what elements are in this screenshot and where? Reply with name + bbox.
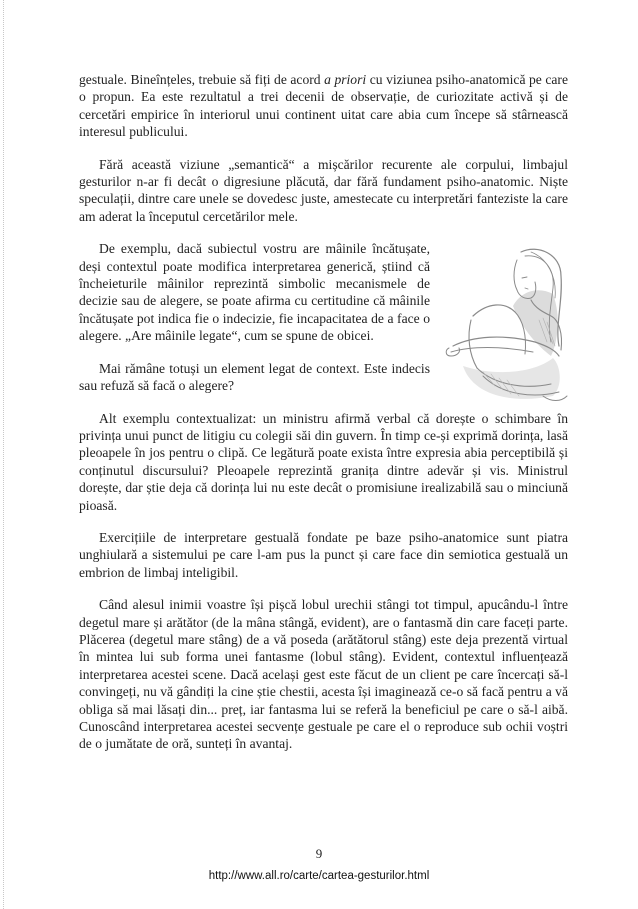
emphasis-a-priori: a priori xyxy=(324,72,367,87)
page-body xyxy=(79,71,568,768)
seated-woman-illustration xyxy=(443,246,573,406)
page-number: 9 xyxy=(315,846,323,861)
paragraph-7: Când alesul inimii voastre își pișcă lobul urechii stângi tot timpul, apucându-l între degetul mare și arătător (de la mâna stângă, evident), are o fantasmă din care faceți parte. Plăcerea (degetul mare stâng) de a vă poseda (arătătorul stâng) este deja prezentă virtual în mintea lui sub forma unei fantasme (lobul stâng). Evident, contextul influențează interpretarea acestei scene. Dacă același gest este făcut de un client pe care încercați să-l convingeți, nu vă gândiți la cine știe chestii, acesta își imaginează ce-o să facă pentru a vă obliga să mai lăsați din... preț, iar fantasma lui se referă la beneficiul pe care o să-l aibă. Cunoscând interpretarea acestei secvențe gestuale pe care el o reproduce sub ochii voștri de o jumătate de oră, sunteți în avantaj. xyxy=(79,597,568,752)
page-edge-margin xyxy=(3,0,4,909)
paragraph-6: Exercițiile de interpretare gestuală fondate pe baze psiho-anatomice sunt piatra unghiulară a sistemului pe care l-am pus la punct și care face din semiotica gestuală un embrion de limbaj inteligibil. xyxy=(79,529,568,580)
paragraph-2: Fără această viziune „semantică“ a mișcărilor recurente ale corpului, limbajul gesturilor n-ar fi decât o digresiune plăcută, dar fără fundament psiho-anatomic. Niște speculații, dintre care unele se dovedesc juste, amestecate cu interpretări fanteziste la care am aderat la începutul cercetărilor mele. xyxy=(79,156,568,224)
paragraph-5: Alt exemplu contextualizat: un ministru afirmă verbal că dorește o schimbare în privința unui punct de litigiu cu colegii săi din guvern. În timp ce-și exprimă dorința, lasă pleoapele în jos pentru o clipă. Ce legătură poate exista între expresia abia perceptibilă și conținutul discursului? Pleoapele reprezintă granița dintre adevăr și vis. Ministrul dorește, dar știe deja că dorința lui nu este decât o promisiune irealizabilă sau o minciună pioasă. xyxy=(79,410,568,513)
paragraph-1: gestuale. Bineînțeles, trebuie să fiți de acord a priori cu viziunea psiho-anatomică pe care o propun. Ea este rezultatul a trei decenii de observație, de curiozitate activă și de cercetări empirice în interiorul unui continent uitat care abia cum începe să stârnească interesul publicului. xyxy=(79,72,568,140)
seated-woman-sketch-icon xyxy=(443,246,573,406)
paragraph-3: De exemplu, dacă subiectul vostru are mâinile încătușate, deși contextul poate modifica interpretarea generică, știind că încheieturile mâinilor reprezintă simbolic mecanismele de decizie sau de alegere, se poate afirma cu certitudine că mâinile încătușate pot indica fie o indecizie, fie incapacitatea de a face o alegere. „Are mâinile legate“, cum se spune de obicei. xyxy=(79,241,430,344)
footer-url-link[interactable]: http://www.all.ro/carte/cartea-gesturilor.html xyxy=(208,870,430,882)
paragraph-4: Mai rămâne totuși un element legat de context. Este indecis sau refuză să facă o alegere? xyxy=(79,360,430,394)
